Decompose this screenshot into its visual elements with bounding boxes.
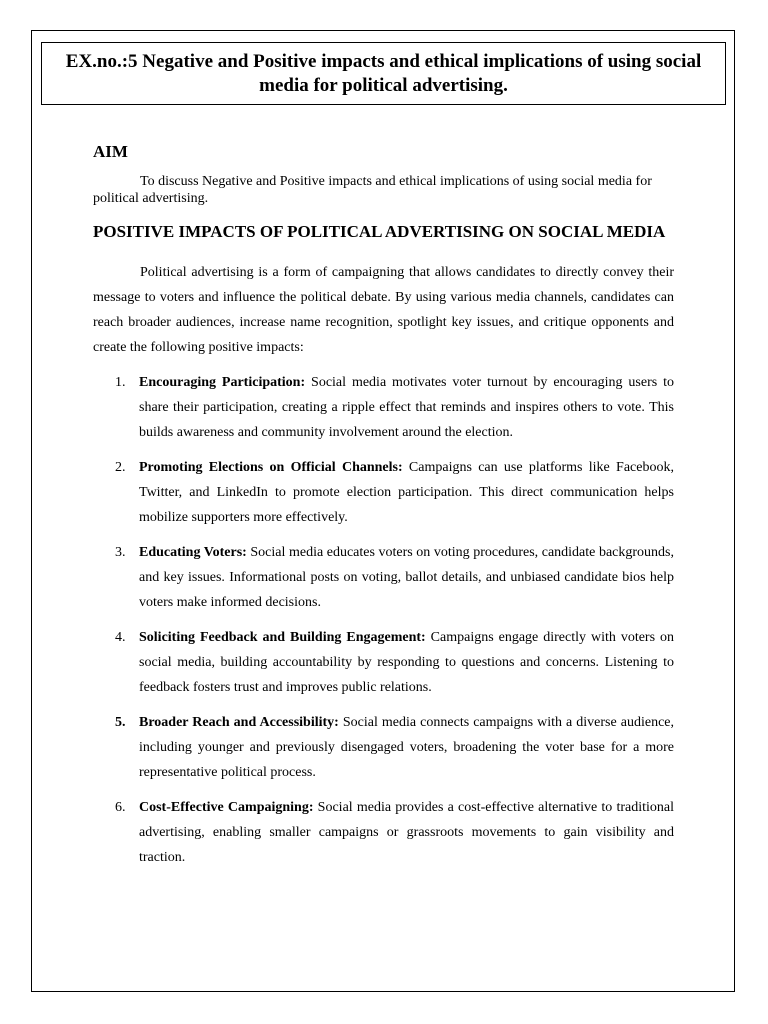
list-item-term: Cost-Effective Campaigning: [139,800,314,815]
list-item-term: Encouraging Participation: [139,375,306,390]
list-item [93,625,674,700]
list-item [93,370,674,445]
list-item [93,795,674,870]
list-item-number: 6. [115,800,126,815]
aim-heading: AIM [93,142,128,161]
list-item [93,540,674,615]
list-item [93,455,674,530]
positive-impacts-heading: POSITIVE IMPACTS OF POLITICAL ADVERTISING ON SOCIAL MEDIA [93,222,666,241]
positive-impacts-list [93,370,674,870]
document-body [93,140,674,880]
list-item-text: Social media educates voters on voting procedures, candidate backgrounds, and key issues. Informational posts on voting, ballot details, and unbiased candidate bios help voters make informed decisions. [139,545,674,610]
list-item [93,710,674,785]
list-item-number: 2. [115,460,126,475]
list-item-text: Social media connects campaigns with a diverse audience, including younger and previously disengaged voters, broadening the voter base for a more representative political process. [139,715,675,780]
aim-text: To discuss Negative and Positive impacts and ethical implications of using social media for political advertising. [93,174,652,206]
list-item-text: Campaigns can use platforms like Facebook, Twitter, and LinkedIn to promote election participation. This direct communication helps mobilize supporters more effectively. [139,460,674,525]
list-item-number: 3. [115,545,126,560]
list-item-term: Broader Reach and Accessibility: [139,715,339,730]
list-item-number: 4. [115,630,126,645]
title-box [41,42,726,105]
list-item-term: Soliciting Feedback and Building Engagement: [139,630,426,645]
positive-impacts-intro: Political advertising is a form of campaigning that allows candidates to directly convey their message to voters and influence the political debate. By using various media channels, candidates can reach broader audiences, increase name recognition, spotlight key issues, and critique opponents and create the following positive impacts: [93,265,674,355]
page-title: EX.no.:5 Negative and Positive impacts and ethical implications of using social media for political advertising. [65,50,702,96]
list-item-text: Campaigns engage directly with voters on social media, building accountability by responding to questions and concerns. Listening to feedback fosters trust and improves public relations. [139,630,675,695]
list-item-text: Social media motivates voter turnout by encouraging users to share their participation, creating a ripple effect that reminds and inspires others to vote. This builds awareness and community involvement around the election. [139,375,674,440]
list-item-number: 5. [115,715,126,730]
list-item-number: 1. [115,375,126,390]
list-item-term: Educating Voters: [139,545,247,560]
list-item-term: Promoting Elections on Official Channels: [139,460,403,475]
list-item-text: Social media provides a cost-effective alternative to traditional advertising, enabling smaller campaigns or grassroots movements to gain visibility and traction. [139,800,674,865]
